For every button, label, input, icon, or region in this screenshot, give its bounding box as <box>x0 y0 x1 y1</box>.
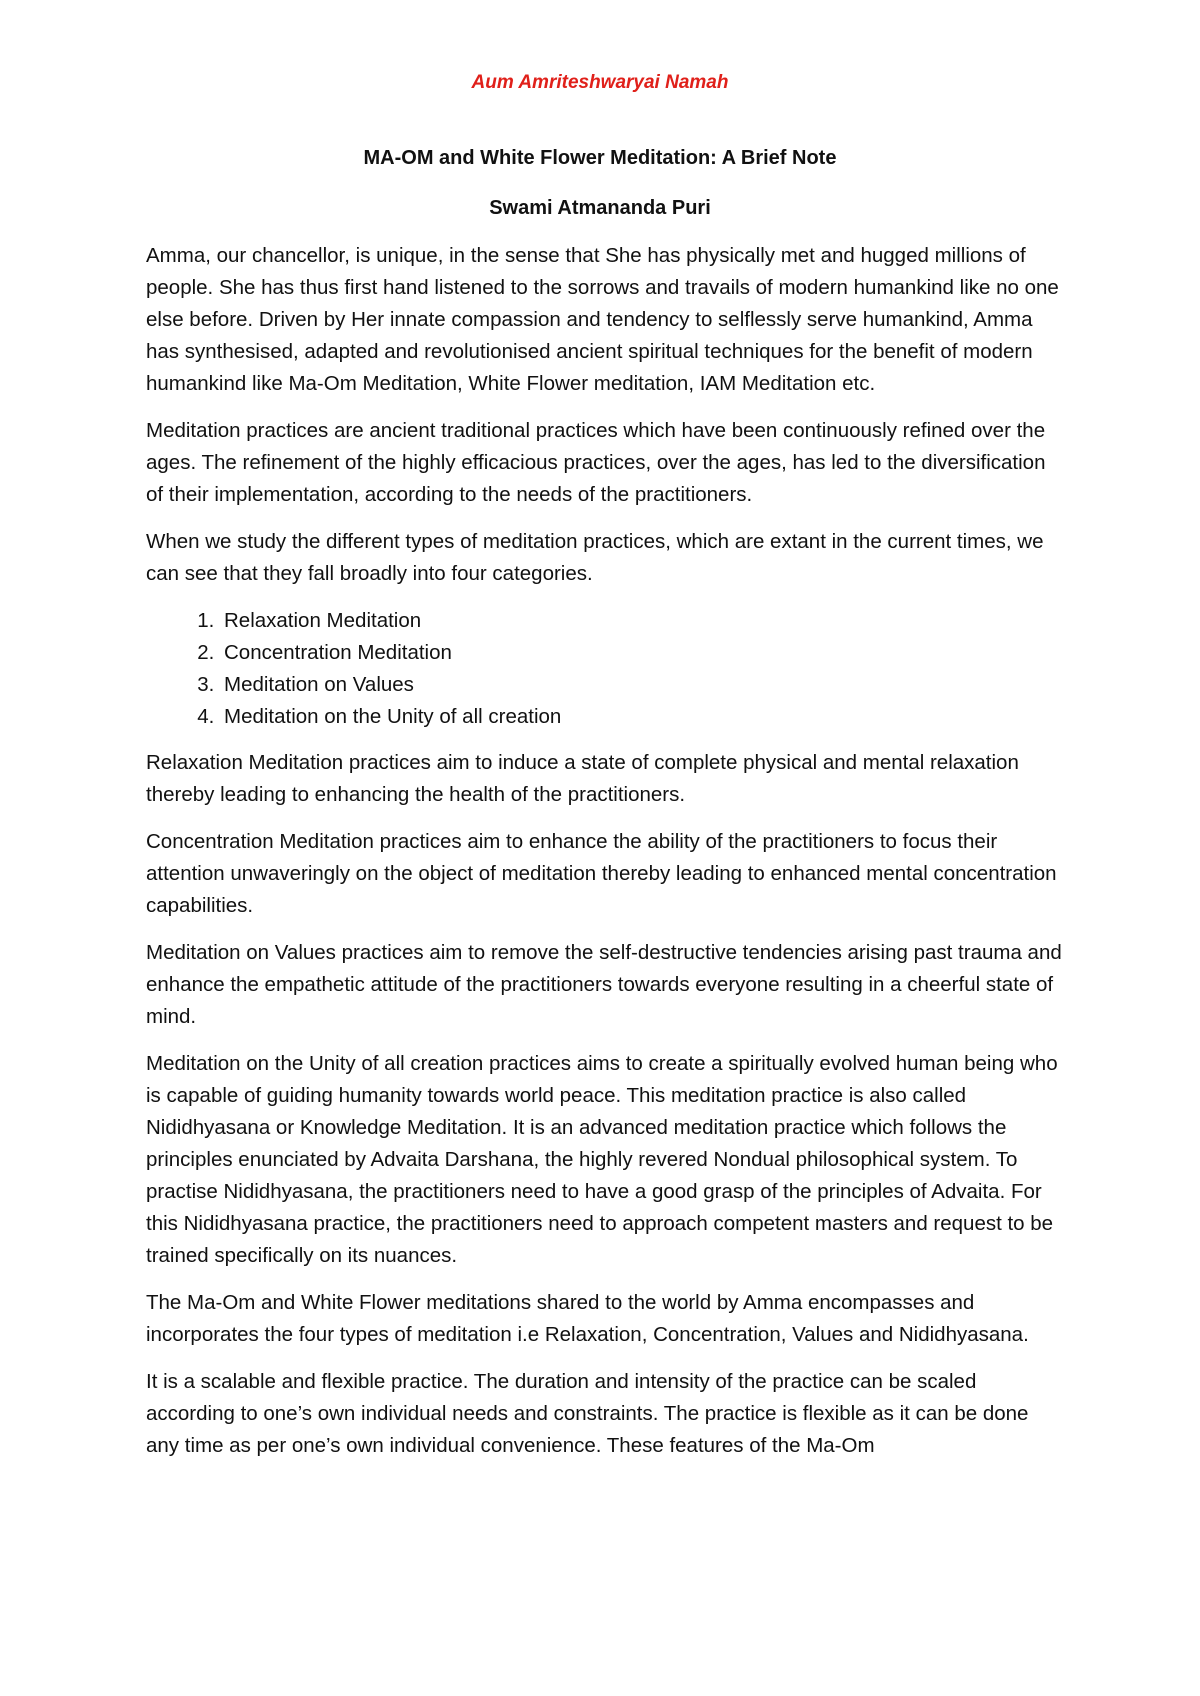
list-item: 2. Concentration Meditation <box>220 637 1066 669</box>
paragraph-meditation-practices: Meditation practices are ancient traditional practices which have been continuously refined over the ages. The refinement of the highly efficacious practices, over the ages, has led to the diversification of their implementation, according to the needs of the practitioners. <box>146 419 1046 506</box>
paragraph-ma-om: The Ma-Om and White Flower meditations shared to the world by Amma encompasses and incorporates the four types of meditation i.e Relaxation, Concentration, Values and Nididhyasana. <box>146 1291 1029 1346</box>
invocation-header: Aum Amriteshwaryai Namah <box>471 72 729 93</box>
paragraph-categories-intro: When we study the different types of meditation practices, which are extant in the current times, we can see that they fall broadly into four categories. <box>146 530 1044 585</box>
paragraph-concentration: Concentration Meditation practices aim to enhance the ability of the practitioners to focus their attention unwaveringly on the object of meditation thereby leading to enhanced mental concentration capabilities. <box>146 830 1057 917</box>
paragraph-unity: Meditation on the Unity of all creation practices aims to create a spiritually evolved human being who is capable of guiding humanity towards world peace. This meditation practice is also called Nididhyasana or Knowledge Meditation. It is an advanced meditation practice which follows the principles enunciated by Advaita Darshana, the highly revered Nondual philosophical system. To practise Nididhyasana, the practitioners need to have a good grasp of the principles of Advaita. For this Nididhyasana practice, the practitioners need to approach competent masters and request to be trained specifically on its nuances. <box>146 1052 1058 1267</box>
paragraph-values: Meditation on Values practices aim to remove the self-destructive tendencies arising past trauma and enhance the empathetic attitude of the practitioners towards everyone resulting in a cheerful state of mind. <box>146 941 1062 1028</box>
list-item: 4. Meditation on the Unity of all creation <box>220 701 1066 733</box>
list-item: 1. Relaxation Meditation <box>220 605 1066 637</box>
document-title: MA-OM and White Flower Meditation: A Brief Note <box>363 147 837 169</box>
paragraph-relaxation: Relaxation Meditation practices aim to induce a state of complete physical and mental relaxation thereby leading to enhancing the health of the practitioners. <box>146 751 1019 806</box>
document-body <box>146 240 1066 1477</box>
list-item: 3. Meditation on Values <box>220 669 1066 701</box>
paragraph-scalable: It is a scalable and flexible practice. The duration and intensity of the practice can be scaled according to one’s own individual needs and constraints. The practice is flexible as it can be done any time as per one’s own individual convenience. These features of the Ma-Om <box>146 1370 1029 1457</box>
paragraph-intro: Amma, our chancellor, is unique, in the sense that She has physically met and hugged millions of people. She has thus first hand listened to the sorrows and travails of modern humankind like no one else before. Driven by Her innate compassion and tendency to selflessly serve humankind, Amma has synthesised, adapted and revolutionised ancient spiritual techniques for the benefit of modern humankind like Ma-Om Meditation, White Flower meditation, IAM Meditation etc. <box>146 244 1059 395</box>
categories-list <box>146 605 1066 733</box>
author-name: Swami Atmananda Puri <box>489 197 711 219</box>
